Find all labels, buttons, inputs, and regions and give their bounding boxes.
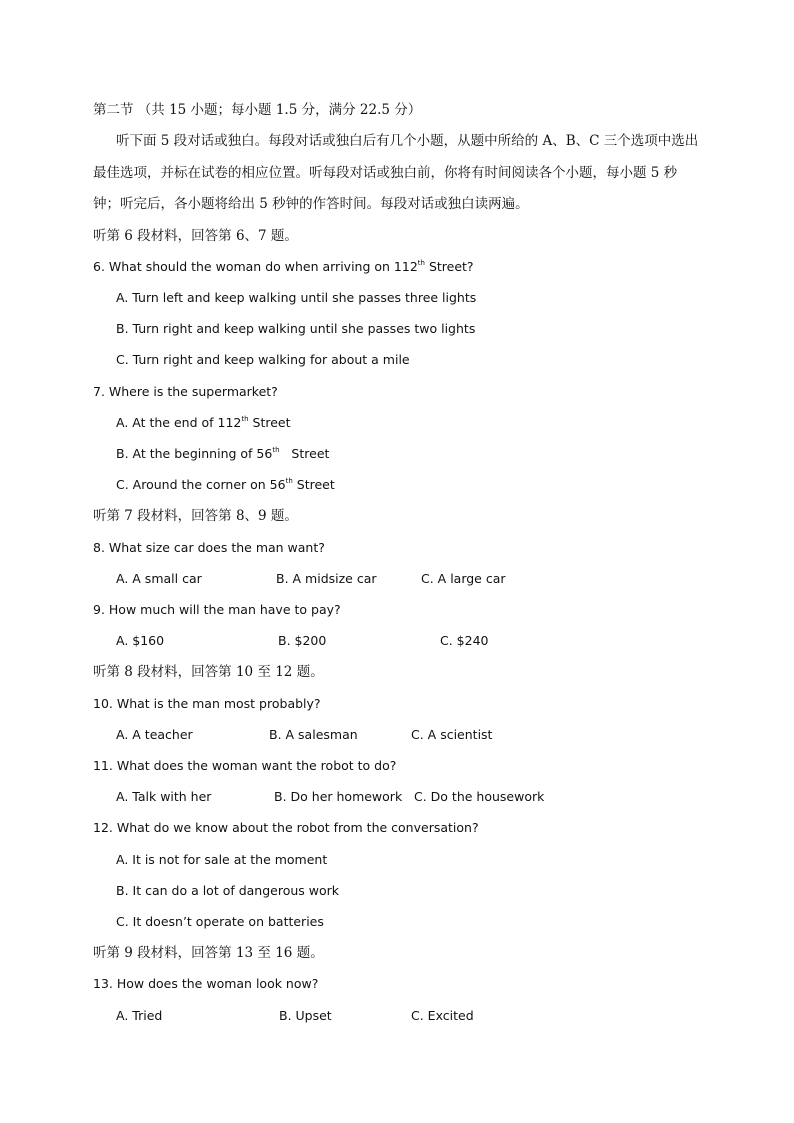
question-9-stem: 9. How much will the man have to pay? [93, 602, 341, 617]
instructions-line-3: 钟；听完后，各小题将给出 5 秒钟的作答时间。每段对话或独白读两遍。 [93, 196, 529, 212]
group-7-heading: 听第 7 段材料，回答第 8、9 题。 [93, 508, 298, 524]
question-13-stem: 13. How does the woman look now? [93, 976, 319, 991]
instructions-line-1: 听下面 5 段对话或独白。每段对话或独白后有几个小题，从题中所给的 A、B、C 三个选项中选出 [116, 133, 699, 149]
question-11-option-a[interactable]: A. Talk with her [116, 789, 212, 804]
question-6-stem: 6. What should the woman do when arriving on 112th Street? [93, 259, 474, 274]
question-8-stem: 8. What size car does the man want? [93, 540, 325, 555]
question-11-option-b[interactable]: B. Do her homework [274, 789, 403, 804]
question-10-option-a[interactable]: A. A teacher [116, 727, 193, 742]
question-11-option-c[interactable]: C. Do the housework [414, 789, 545, 804]
instructions-line-2: 最佳选项，并标在试卷的相应位置。听每段对话或独白前，你将有时间阅读各个小题，每小题 5 秒 [93, 165, 678, 181]
question-6-option-a[interactable]: A. Turn left and keep walking until she passes three lights [116, 290, 477, 305]
group-6-heading: 听第 6 段材料，回答第 6、7 题。 [93, 228, 298, 244]
question-12-stem: 12. What do we know about the robot from the conversation? [93, 820, 479, 835]
question-12-option-a[interactable]: A. It is not for sale at the moment [116, 852, 328, 867]
question-7-option-c[interactable]: C. Around the corner on 56th Street [116, 477, 335, 492]
question-12-option-b[interactable]: B. It can do a lot of dangerous work [116, 883, 340, 898]
section-header: 第二节 （共 15 小题；每小题 1.5 分，满分 22.5 分） [93, 102, 422, 118]
question-7-option-b[interactable]: B. At the beginning of 56th Street [116, 446, 330, 461]
question-6-option-c[interactable]: C. Turn right and keep walking for about a mile [116, 352, 410, 367]
question-12-option-c[interactable]: C. It doesn’t operate on batteries [116, 914, 324, 929]
question-7-stem: 7. Where is the supermarket? [93, 384, 278, 399]
question-9-option-a[interactable]: A. $160 [116, 633, 165, 648]
question-9-option-c[interactable]: C. $240 [440, 633, 489, 648]
question-7-option-a[interactable]: A. At the end of 112th Street [116, 415, 291, 430]
group-9-heading: 听第 9 段材料，回答第 13 至 16 题。 [93, 945, 324, 961]
question-6-option-b[interactable]: B. Turn right and keep walking until she passes two lights [116, 321, 476, 336]
question-8-option-b[interactable]: B. A midsize car [276, 571, 377, 586]
question-10-option-b[interactable]: B. A salesman [269, 727, 358, 742]
group-8-heading: 听第 8 段材料，回答第 10 至 12 题。 [93, 664, 324, 680]
question-9-option-b[interactable]: B. $200 [278, 633, 327, 648]
question-8-option-c[interactable]: C. A large car [421, 571, 506, 586]
question-13-option-b[interactable]: B. Upset [279, 1008, 332, 1023]
question-10-option-c[interactable]: C. A scientist [411, 727, 493, 742]
question-11-stem: 11. What does the woman want the robot to do? [93, 758, 397, 773]
question-13-option-c[interactable]: C. Excited [411, 1008, 474, 1023]
question-10-stem: 10. What is the man most probably? [93, 696, 321, 711]
question-13-option-a[interactable]: A. Tried [116, 1008, 163, 1023]
question-8-option-a[interactable]: A. A small car [116, 571, 202, 586]
